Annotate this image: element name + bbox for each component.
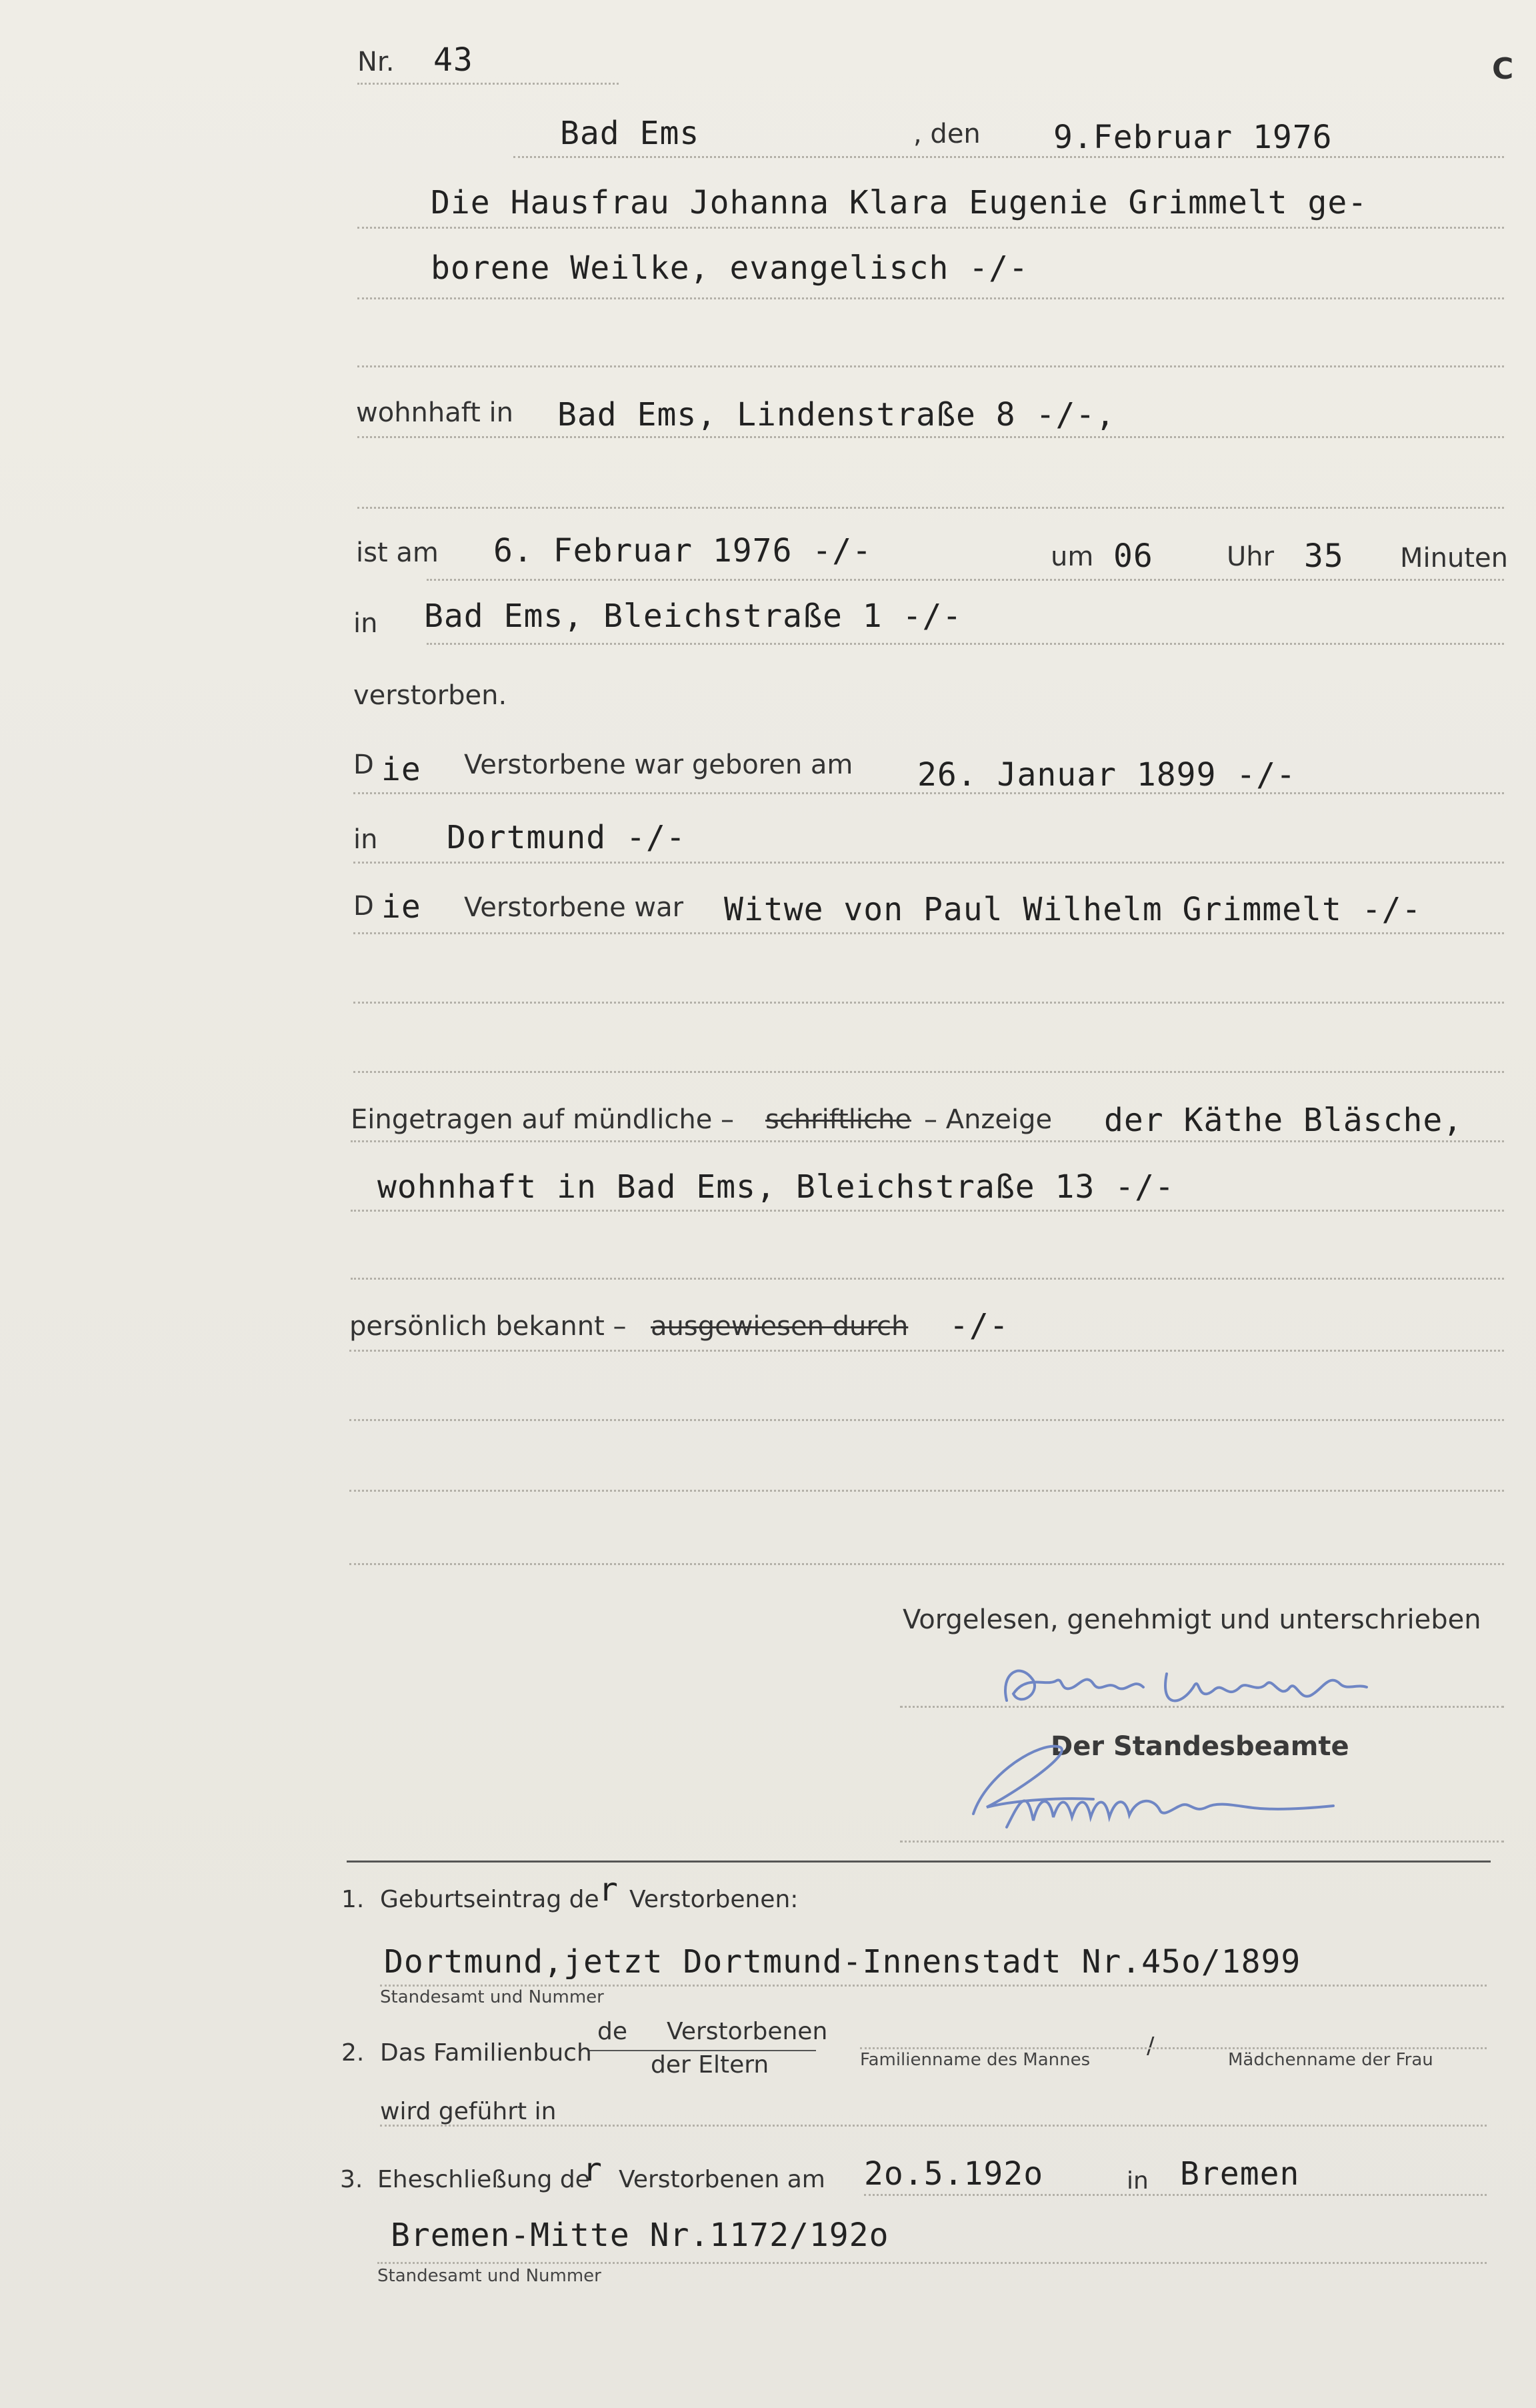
death-in-label: in [353, 608, 378, 639]
standesbeamte-label: Der Standesbeamte [1051, 1731, 1349, 1762]
rule [349, 1350, 1504, 1352]
nr-value: 43 [433, 41, 473, 79]
note2-slash: / [1147, 2033, 1155, 2059]
rule [357, 83, 619, 85]
residence-label: wohnhaft in [356, 397, 513, 428]
rule [351, 1278, 1504, 1280]
birth-label: Verstorbene war geboren am [464, 750, 853, 780]
rule [427, 643, 1504, 645]
rule [353, 1002, 1504, 1004]
anzeige-label: – Anzeige [924, 1104, 1053, 1135]
marital-label: Verstorbene war [464, 892, 684, 923]
report-value-1: der Käthe Bläsche, [1104, 1102, 1463, 1139]
identity-label: persönlich bekannt – [349, 1311, 627, 1342]
note3-value: Bremen-Mitte Nr.1172/192o [391, 2217, 889, 2254]
rule [860, 2047, 1487, 2049]
registrar-signature [960, 1734, 1400, 1841]
struck-ausgewiesen: ausgewiesen durch [651, 1311, 909, 1342]
rule [357, 436, 1504, 438]
death-place: Bad Ems, Bleichstraße 1 -/- [424, 597, 963, 635]
header-date: 9.Februar 1976 [1053, 119, 1333, 156]
note2-label: Das Familienbuch [380, 2039, 592, 2067]
note3-number: 3. [340, 2166, 363, 2193]
death-date: 6. Februar 1976 -/- [493, 532, 873, 569]
death-uhr-label: Uhr [1227, 541, 1275, 572]
rule [353, 862, 1504, 864]
rule [427, 579, 1504, 581]
rule [349, 1490, 1504, 1492]
note1-r: r [599, 1871, 619, 1909]
note3-r: r [583, 2151, 603, 2189]
rule [357, 365, 1504, 367]
residence-value: Bad Ems, Lindenstraße 8 -/-, [557, 396, 1116, 433]
rule [357, 227, 1504, 229]
informant-signature [993, 1647, 1447, 1720]
eingetragen-label: Eingetragen auf mündliche – [351, 1104, 735, 1135]
note3-date: 2o.5.192o [864, 2155, 1044, 2193]
marital-ie: ie [381, 888, 421, 926]
rule [380, 2125, 1487, 2127]
header-place: Bad Ems [560, 115, 700, 152]
rule [351, 1140, 1504, 1142]
marital-value: Witwe von Paul Wilhelm Grimmelt -/- [724, 891, 1422, 928]
person-line-2: borene Weilke, evangelisch -/- [431, 249, 1029, 287]
birth-ie: ie [381, 751, 421, 788]
birth-d: D [353, 750, 374, 780]
corner-letter: C [1492, 52, 1514, 86]
death-minutes: 35 [1304, 537, 1344, 575]
note2-frac-bottom: der Eltern [651, 2051, 769, 2079]
rule [349, 1419, 1504, 1421]
note3-label-b: Verstorbenen am [619, 2166, 825, 2193]
rule [513, 156, 1504, 158]
rule [900, 1706, 1504, 1708]
note2-maedchenname: Mädchenname der Frau [1228, 2050, 1433, 2070]
verstorben-label: verstorben. [353, 680, 507, 711]
note3-in: in [1127, 2167, 1149, 2195]
person-line-1: Die Hausfrau Johanna Klara Eugenie Grimmelt ge- [431, 184, 1368, 221]
rule [357, 297, 1504, 299]
note1-sub: Standesamt und Nummer [380, 1987, 604, 2007]
note2-frac-de: de [597, 2018, 627, 2045]
death-hour: 06 [1113, 537, 1153, 575]
note1-value: Dortmund,jetzt Dortmund-Innenstadt Nr.45o/1899 [384, 1943, 1301, 1981]
note2-number: 2. [341, 2039, 365, 2067]
death-um-label: um [1051, 541, 1094, 572]
birth-date: 26. Januar 1899 -/- [917, 756, 1297, 794]
rule [351, 1210, 1504, 1212]
note3-place: Bremen [1180, 2155, 1300, 2193]
rule [353, 792, 1504, 794]
note3-sub: Standesamt und Nummer [377, 2266, 601, 2286]
report-value-2: wohnhaft in Bad Ems, Bleichstraße 13 -/- [377, 1168, 1175, 1206]
den-label: , den [913, 119, 981, 149]
birth-place: Dortmund -/- [447, 819, 686, 856]
rule [864, 2194, 1487, 2196]
birth-in-label: in [353, 824, 378, 855]
note1-label-b: Verstorbenen: [629, 1886, 799, 1913]
rule [357, 507, 1504, 509]
note1-label-a: Geburtseintrag de [380, 1886, 599, 1913]
vorgelesen-label: Vorgelesen, genehmigt und unterschrieben [903, 1604, 1481, 1635]
death-ist-am-label: ist am [356, 537, 439, 568]
note2-wird: wird geführt in [380, 2098, 557, 2125]
rule [377, 2262, 1487, 2264]
rule [353, 932, 1504, 934]
note2-frac-top: Verstorbenen [667, 2018, 828, 2045]
rule [349, 1563, 1504, 1565]
identity-value: -/- [949, 1307, 1009, 1344]
struck-schriftliche: schriftliche [765, 1104, 911, 1135]
note2-familienname: Familienname des Mannes [860, 2050, 1091, 2070]
section-divider [347, 1861, 1491, 1863]
rule [380, 1985, 1487, 1987]
note3-label-a: Eheschließung de [377, 2166, 590, 2193]
nr-label: Nr. [357, 47, 395, 77]
death-minuten-label: Minuten [1400, 543, 1508, 573]
note1-number: 1. [341, 1886, 365, 1913]
marital-d: D [353, 891, 374, 922]
rule [353, 1071, 1504, 1073]
rule [900, 1841, 1504, 1843]
